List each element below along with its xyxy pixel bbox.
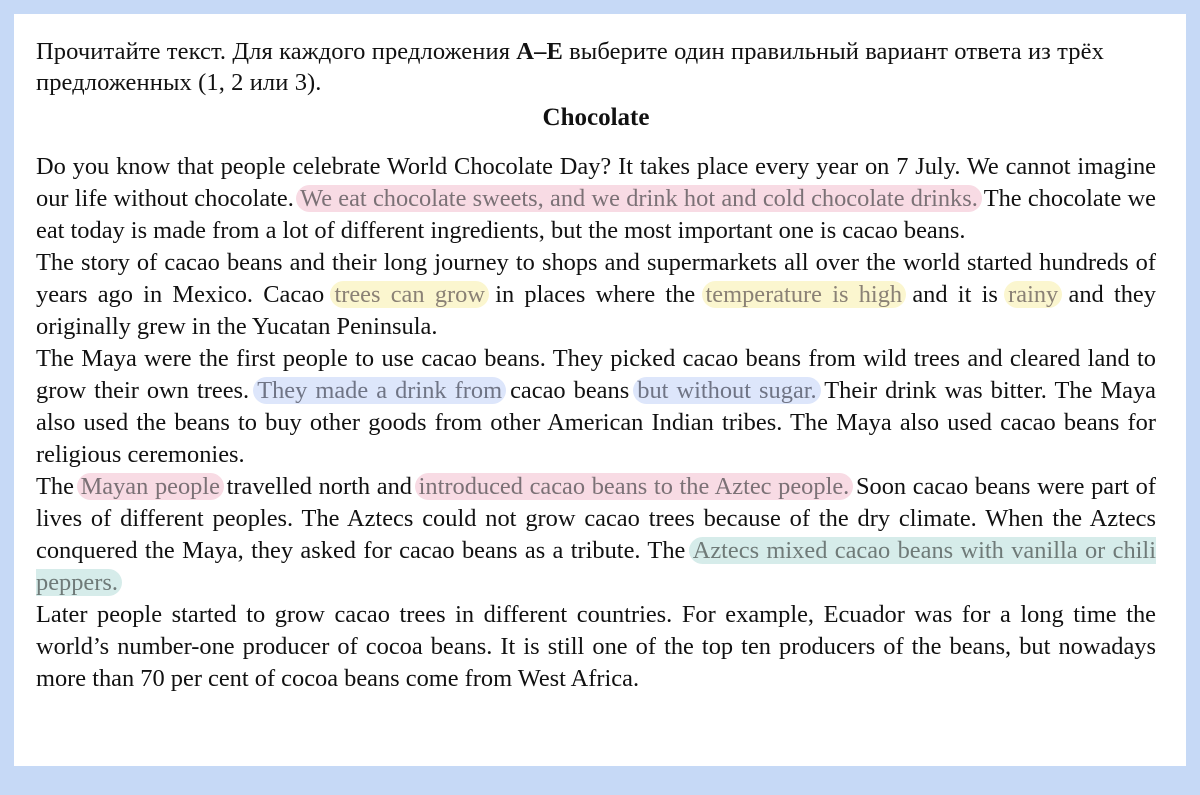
paragraph-text: The Maya were the first people to use cacao beans. They picked cacao beans from wild trees and cleared land to grow their own trees. xyxy=(36,345,1156,404)
story-text xyxy=(36,151,1156,695)
highlight-blue: They made a drink from xyxy=(253,377,506,404)
paragraph-5 xyxy=(36,599,1156,695)
paragraph-text: in places where the xyxy=(495,281,696,308)
paragraph-text: and they originally grew in the Yucatan Peninsula. xyxy=(36,281,1156,340)
instruction-range: A–E xyxy=(516,38,563,65)
highlight-blue: but without sugar. xyxy=(633,377,820,404)
paragraph-1 xyxy=(36,151,1156,247)
paragraph-text: The xyxy=(36,473,74,500)
paragraph-2 xyxy=(36,247,1156,343)
paragraph-text: Soon cacao beans were part of lives of different peoples. The Aztecs could not grow cacao trees because of the dry climate. When the Aztecs conquered the Maya, they asked for cacao beans as a tribute. The xyxy=(36,473,1156,564)
highlight-yellow: rainy xyxy=(1004,281,1062,308)
highlight-pink: We eat chocolate sweets, and we drink hot and cold chocolate drinks. xyxy=(296,185,982,212)
paragraph-text: Later people started to grow cacao trees in different countries. For example, Ecuador was for a long time the world’s number-one producer of cocoa beans. It is still one of the top ten producers of the beans, but nowadays more than 70 per cent of cocoa beans come from West Africa. xyxy=(36,601,1156,692)
text-title: Chocolate xyxy=(542,104,650,131)
paragraph-text: Their drink was bitter. The Maya also used the beans to buy other goods from other American Indian tribes. The Maya also used cacao beans for religious ceremonies. xyxy=(36,377,1156,468)
highlight-yellow: temperature is high xyxy=(702,281,907,308)
highlight-teal: Aztecs mixed cacao beans with vanilla or chili peppers. xyxy=(36,537,1156,596)
highlight-pink: introduced cacao beans to the Aztec people. xyxy=(415,473,854,500)
paragraph-text: and it is xyxy=(912,281,998,308)
instruction-text xyxy=(36,36,1156,98)
paragraph-text: The chocolate we eat today is made from a lot of different ingredients, but the most important one is cacao beans. xyxy=(36,185,1156,244)
highlight-yellow: trees can grow xyxy=(330,281,489,308)
paragraph-3 xyxy=(36,343,1156,471)
paragraph-text: cacao beans xyxy=(510,377,630,404)
highlight-pink: Mayan people xyxy=(77,473,224,500)
paragraph-text: travelled north and xyxy=(226,473,412,500)
paragraph-text: Do you know that people celebrate World Chocolate Day? It takes place every year on 7 July. We cannot imagine our life without chocolate. xyxy=(36,153,1156,212)
paragraph-4 xyxy=(36,471,1156,599)
instruction-prefix: Прочитайте текст. Для каждого предложения xyxy=(36,38,517,65)
instruction-suffix: выберите один правильный вариант ответа из трёх предложенных (1, 2 или 3). xyxy=(36,38,1104,96)
document-page xyxy=(14,14,1186,766)
paragraph-text: The story of cacao beans and their long journey to shops and supermarkets all over the world started hundreds of years ago in Mexico. Cacao xyxy=(36,249,1156,308)
